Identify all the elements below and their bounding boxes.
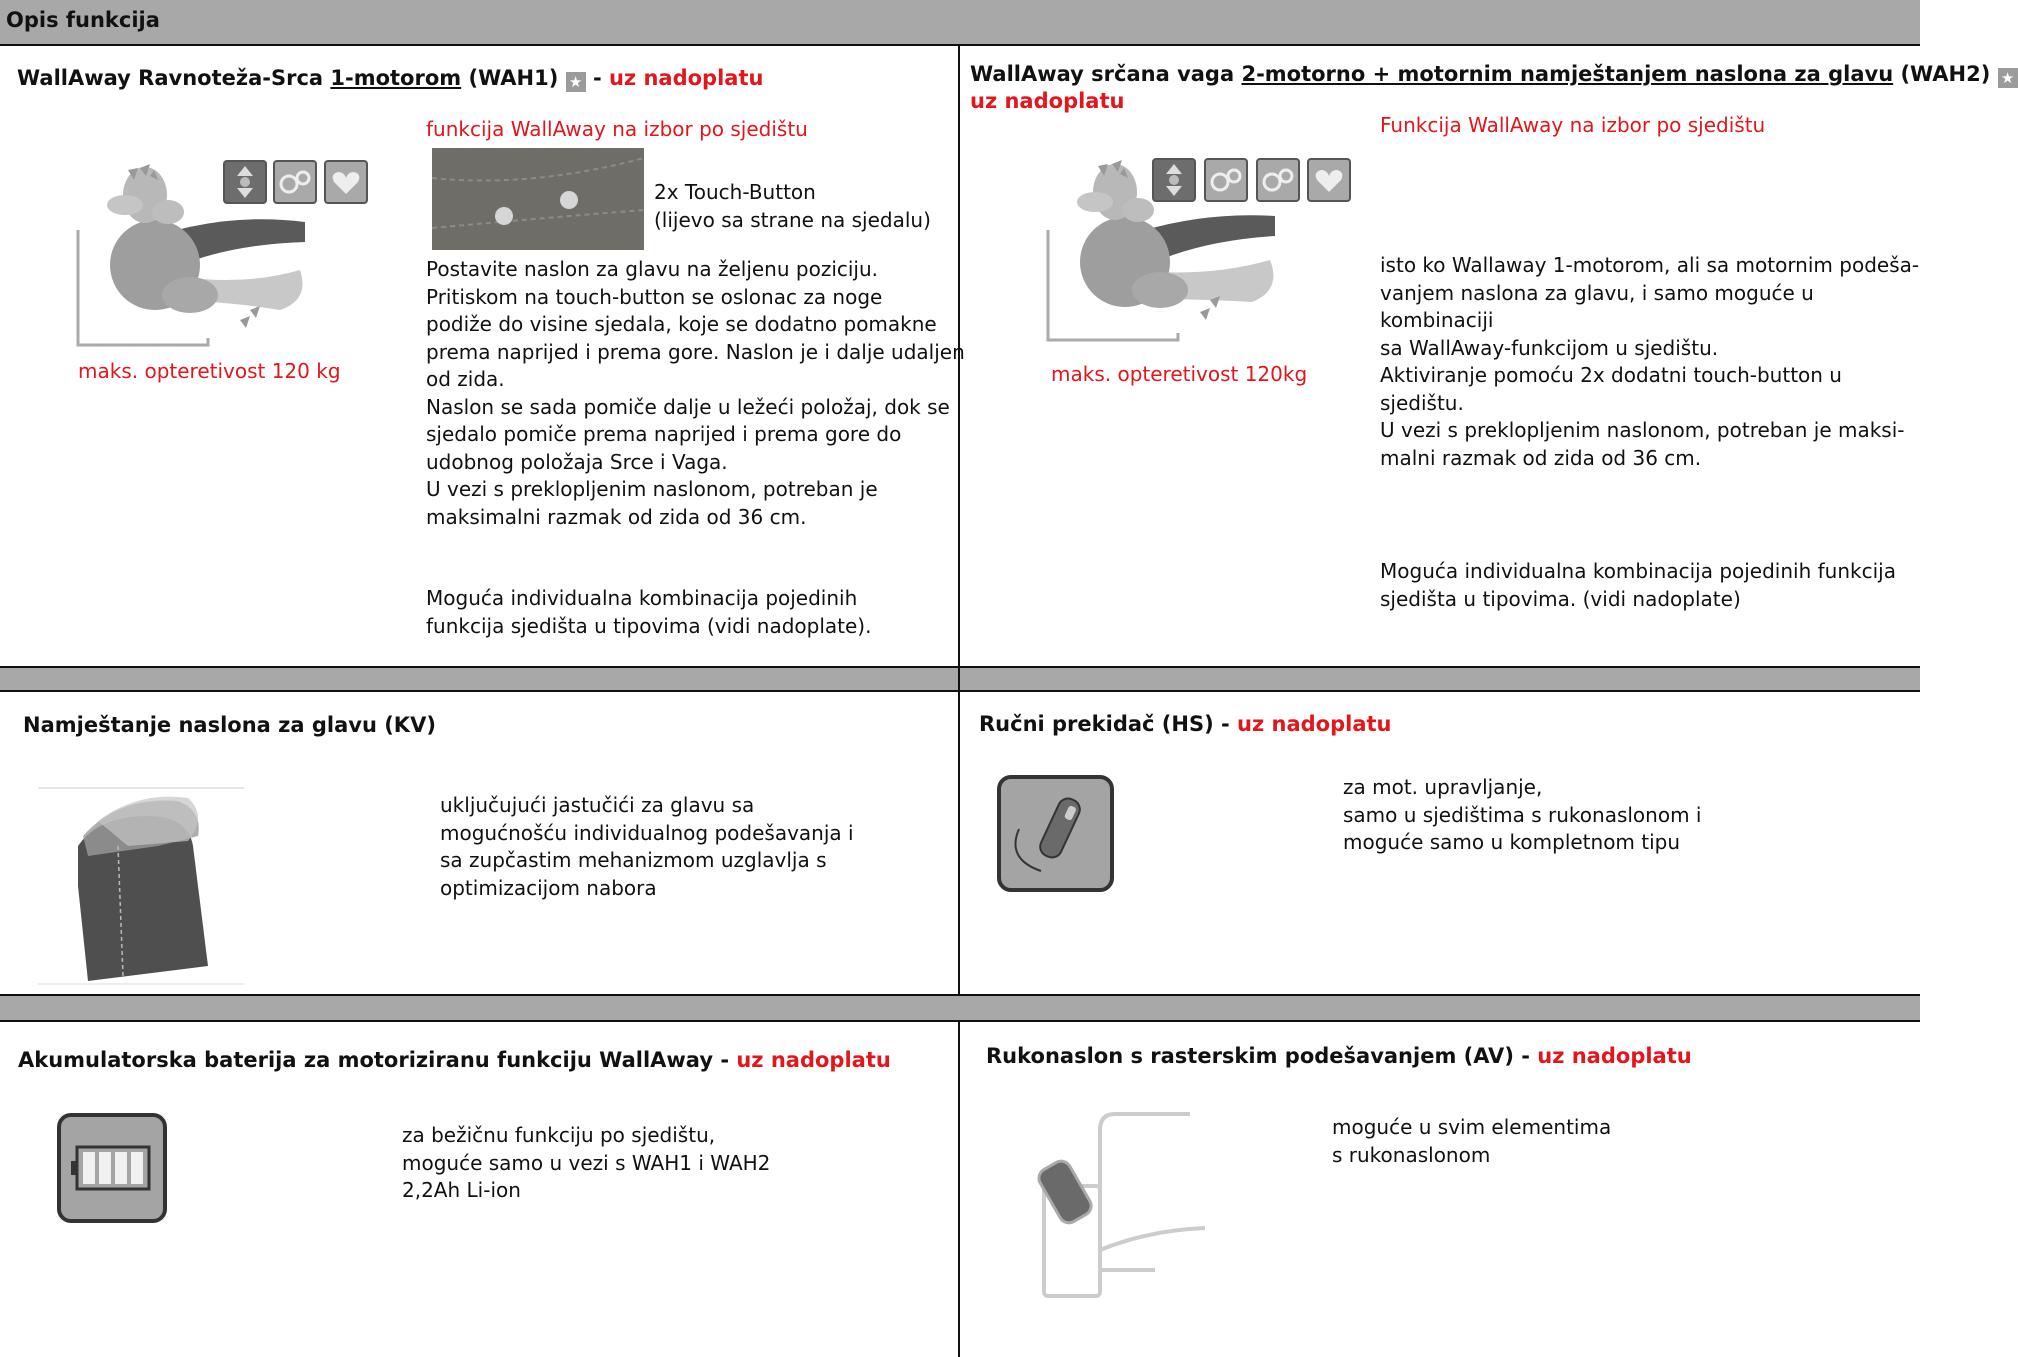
heart-icon [324, 160, 368, 204]
wah1-combination: Moguća individualna kombinacija pojedinih funkcija sjedišta u tipovima (vidi nadoplate). [426, 586, 872, 638]
wah1-red-caption: funkcija WallAway na izbor po sjedištu [426, 117, 808, 141]
battery-description: za bežičnu funkciju po sjedištu, moguće samo u vezi s WAH1 i WAH2 2,2Ah Li-ion [402, 1123, 771, 1202]
wah2-description: isto ko Wallaway 1-motorom, ali sa motornim podeša- vanjem naslona za glavu, i samo moguće u kombinaciji sa WallAway-funkcijom u sjedištu. Aktiviranje pomoću 2x dodatni touch-button u sjedištu. U vezi s preklopljenim naslonom, potreban je maksi- malni razmak od zida od 36 cm. [1380, 253, 1920, 470]
hs-description: za mot. upravljanje, samo u sjedištima s rukonaslonom i moguće samo u kompletnom tipu [1343, 775, 1702, 854]
av-title: Rukonaslon s rasterskim podešavanjem (AV) - uz nadoplatu [986, 1044, 1692, 1068]
kv-description: uključujući jastučići za glavu sa mogućnošću individualnog podešavanja i sa zupčastim mehanizmom uzglavlja s optimizacijom nabora [440, 793, 854, 900]
column-divider-gap [958, 666, 960, 692]
star-icon: ★ [566, 72, 586, 92]
wah2-combination: Moguća individualna kombinacija pojedinih funkcija sjedišta u tipovima. (vidi nadoplate) [1380, 559, 1896, 611]
recline-motor-icon [1152, 158, 1196, 202]
star-icon: ★ [1998, 68, 2018, 88]
separator-bar-2 [0, 996, 1920, 1020]
battery-title: Akumulatorska baterija za motoriziranu funkciju WallAway - uz nadoplatu [18, 1048, 891, 1072]
wah2-red-caption: Funkcija WallAway na izbor po sjedištu [1380, 113, 1766, 137]
column-divider [958, 44, 960, 1357]
wah1-title: WallAway Ravnoteža-Srca 1-motorom (WAH1) ★ - uz nadoplatu [17, 66, 764, 91]
separator-bar-1 [0, 668, 1920, 690]
wah1-max-load: maks. opteretivost 120 kg [78, 359, 341, 383]
row-divider-4 [0, 1020, 1920, 1022]
gears-icon-2 [1256, 158, 1300, 202]
armrest-illustration [1040, 1110, 1210, 1300]
gears-icon [273, 160, 317, 204]
row-divider-2 [0, 690, 1920, 692]
wah2-title-red: uz nadoplatu [970, 89, 1125, 113]
wah2-title: WallAway srčana vaga 2-motorno + motornim namještanjem naslona za glavu (WAH2) ★ [970, 62, 2018, 88]
page-title: Opis funkcija [6, 8, 160, 32]
hand-switch-icon [997, 775, 1114, 892]
kv-title: Namještanje naslona za glavu (KV) [23, 713, 436, 737]
wah1-touch-button-text: 2x Touch-Button (lijevo sa strane na sjedalu) [654, 180, 931, 232]
hs-title: Ručni prekidač (HS) - uz nadoplatu [979, 712, 1392, 736]
touch-button-photo [432, 148, 644, 250]
heart-icon [1307, 158, 1351, 202]
header-bar [0, 0, 1920, 46]
recline-motor-icon [223, 160, 267, 204]
headrest-illustration [38, 786, 244, 986]
wah1-description: Postavite naslon za glavu na željenu poziciju. Pritiskom na touch-button se oslonac za noge podiže do visine sjedala, koje se dodatno pomakne prema naprijed i prema gore. Naslon je i dalje udaljen od zida. Naslon se sada pomiče dalje u ležeći položaj, dok se sjedalo pomiče prema naprijed i prema gore do udobnog položaja Srce i Vaga. U vezi s preklopljenim naslonom, potreban je maksimalni razmak od zida od 36 cm. [426, 257, 965, 529]
gears-icon [1204, 158, 1248, 202]
av-description: moguće u svim elementima s rukonaslonom [1332, 1115, 1612, 1167]
wah2-max-load: maks. opteretivost 120kg [1051, 362, 1308, 386]
battery-icon [57, 1113, 167, 1223]
